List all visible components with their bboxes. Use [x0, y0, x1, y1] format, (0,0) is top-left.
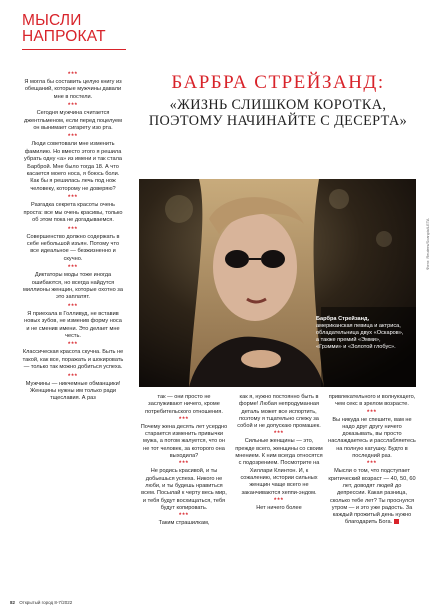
page-number: 82 [10, 600, 16, 605]
quote-item: Почему жена десять лет усердно старается изменить привычки мужа, а потом жалуется, что он не тот человек, за которого она выходила? [140, 423, 228, 460]
quote-item: Я могла бы составить целую книгу из обещаний, которые мужчины давали мне в постели. [24, 79, 122, 100]
separator: *** [273, 431, 284, 438]
quote-item: так — они просто не заслуживают ничего, кроме потребительского отношения. [145, 394, 223, 415]
sidebar-quotes [22, 72, 124, 405]
quote-item: Сильные женщины — это, прежде всего, женщины со своим мнением. К ним всегда относятся с подозрением. Посмотрите на Хиллари Клинтон. И, к сожалению, истории сильных женщин чаще всего не заканчиваются хеппи-эндом. [235, 438, 323, 496]
separator: *** [67, 72, 78, 78]
quote-item: Я приехала в Голливуд, не вставив новых зубов, не изменив форму носа и не сменив имени. Это делает мне честь. [24, 310, 122, 339]
quote-item: Вы никуда не спешите, вам не надо друг другу ничего доказывать, вы просто наслаждаетесь и расслабляетесь на полную катушку. Будто в последний раз. [328, 416, 416, 460]
quote-item: Диктаторы моды тоже иногда ошибаются, но всегда найдутся миллионы женщин, которые охотно за это заплатят. [23, 272, 123, 301]
separator: *** [366, 409, 377, 416]
separator: *** [67, 373, 78, 380]
quote-text: Мысли о том, что подступает критический возраст — 40, 50, 60 лет, доводят людей до депрессии. Какая разница, сколько тебе лет? Ты проснулся утром — и это уже радость. За каждый прожитый день нужно благодарить Бога. [328, 468, 416, 526]
separator: *** [67, 342, 78, 349]
separator: *** [67, 265, 78, 272]
quote-item: Совершенство должно содержать в себе небольшой изъян. Потому что все идеальное — безжизненно и скучно. [26, 233, 120, 262]
publication-name: Открытый город 8-7/2022 [19, 600, 73, 605]
separator: *** [67, 226, 78, 233]
quote-item: Нет ничего более [256, 504, 302, 511]
quote-item: Не родись красивой, и ты добьешься успеха. Никого не люби, и ты будешь нравиться всем. Посылай к черту весь мир, и тебя будут восхищаться, тебя будут копировать. [141, 468, 227, 511]
article-title [140, 73, 416, 129]
quote-item: Классическая красота скучна. Быть не такой, как все, поражать и шокировать — только так можно добиться успеха. [22, 349, 124, 371]
quote-item: Разгадка секрета красоты очень проста: все мы очень красивы, только об этом пока не догадываемся. [23, 202, 123, 224]
separator: *** [273, 497, 284, 504]
separator: *** [178, 461, 189, 468]
photo-credit: Фото: Reuters/Scanpix/LETA [425, 218, 430, 270]
section-title: МЫСЛИ НАПРОКАТ [22, 12, 106, 45]
quote-item: Мужчины — никчемные обманщики! Женщины нужны им только ради тщеславия. А раз [25, 380, 121, 402]
page-footer [10, 600, 72, 605]
separator: *** [67, 103, 78, 110]
separator: *** [178, 513, 189, 520]
quote-item: Таким страшилкам, [158, 520, 210, 527]
quote-item [328, 468, 416, 526]
separator: *** [178, 416, 189, 423]
portrait-illustration [139, 179, 416, 387]
separator: *** [67, 303, 78, 310]
text-column-3 [328, 394, 416, 528]
caption-lead: Барбра Стрейзанд, [316, 316, 370, 322]
text-column-1 [140, 394, 228, 528]
end-of-article-mark [394, 519, 399, 524]
caption-body: американская певица и актриса, обладательница двух «Оскаров», а также премий «Эмми», «Грэмми» и «Золотой глобус». [316, 323, 404, 350]
quote-item: привлекательного и волнующего, чем секс в зрелом возрасте. [328, 394, 416, 408]
title-quote: «ЖИЗНЬ СЛИШКОМ КОРОТКА, ПОЭТОМУ НАЧИНАЙТЕ С ДЕСЕРТА» [148, 97, 408, 129]
quote-item: как я, нужно постоянно быть в форме! Любая непродуманная деталь может все испортить, поэтому я тщательно слежу за собой и не допускаю промашек. [237, 394, 321, 430]
text-column-2 [235, 394, 323, 513]
quote-item: Люди советовали мне изменить фамилию. Но вместо этого я решила убрать одну «а» из имени и так стала Барброй. Мне было тогда 18. А что касается моего носа, я боюсь боли. Как бы я решилась лечь под нож человеку, которому не доверяю? [24, 141, 122, 192]
section-rule [22, 49, 126, 50]
separator: *** [67, 195, 78, 202]
title-name: БАРБРА СТРЕЙЗАНД: [171, 72, 385, 93]
portrait-photo [139, 179, 416, 387]
separator: *** [67, 134, 78, 141]
quote-item: Сегодня мужчина считается джентльменом, если перед поцелуем он вынимает сигарету изо рта. [23, 110, 122, 132]
separator: *** [366, 461, 377, 468]
photo-caption [316, 316, 406, 351]
